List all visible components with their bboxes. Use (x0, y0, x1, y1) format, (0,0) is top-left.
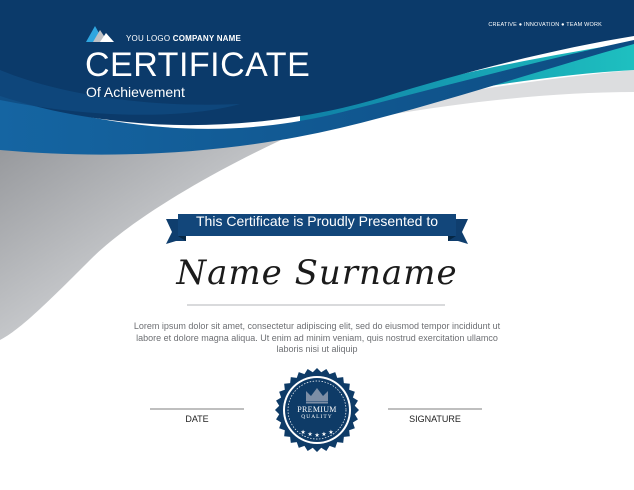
svg-text:★: ★ (321, 432, 327, 438)
recipient-name: Name Surname (176, 253, 458, 293)
svg-text:★: ★ (328, 430, 334, 436)
svg-text:★: ★ (307, 432, 313, 438)
logo-you: YOU LOGO (126, 34, 171, 43)
certificate-subtitle: Of Achievement (86, 84, 185, 100)
svg-text:★: ★ (314, 433, 320, 439)
certificate-title: CERTIFICATE (85, 46, 311, 84)
body-text: Lorem ipsum dolor sit amet, consectetur adipiscing elit, sed do eiusmod tempor incididunt ut labore et dolore magna aliqua. Ut enim ad minim veniam, quis nostrud exercitation ullamco laboris nisi ut aliquip (133, 321, 501, 354)
tagline: CREATIVE ● INNOVATION ● TEAM WORK (488, 22, 602, 28)
seal-line-premium: PREMIUM (297, 405, 337, 414)
seal-text (284, 406, 350, 421)
ribbon-text: This Certificate is Proudly Presented to (196, 213, 438, 229)
signature-label: SIGNATURE (409, 414, 461, 424)
logo-company-name: COMPANY NAME (172, 34, 242, 43)
date-label: DATE (185, 414, 209, 424)
seal-line-quality: QUALITY (301, 414, 333, 420)
company-logo-text (126, 34, 241, 43)
svg-text:★: ★ (300, 430, 306, 436)
